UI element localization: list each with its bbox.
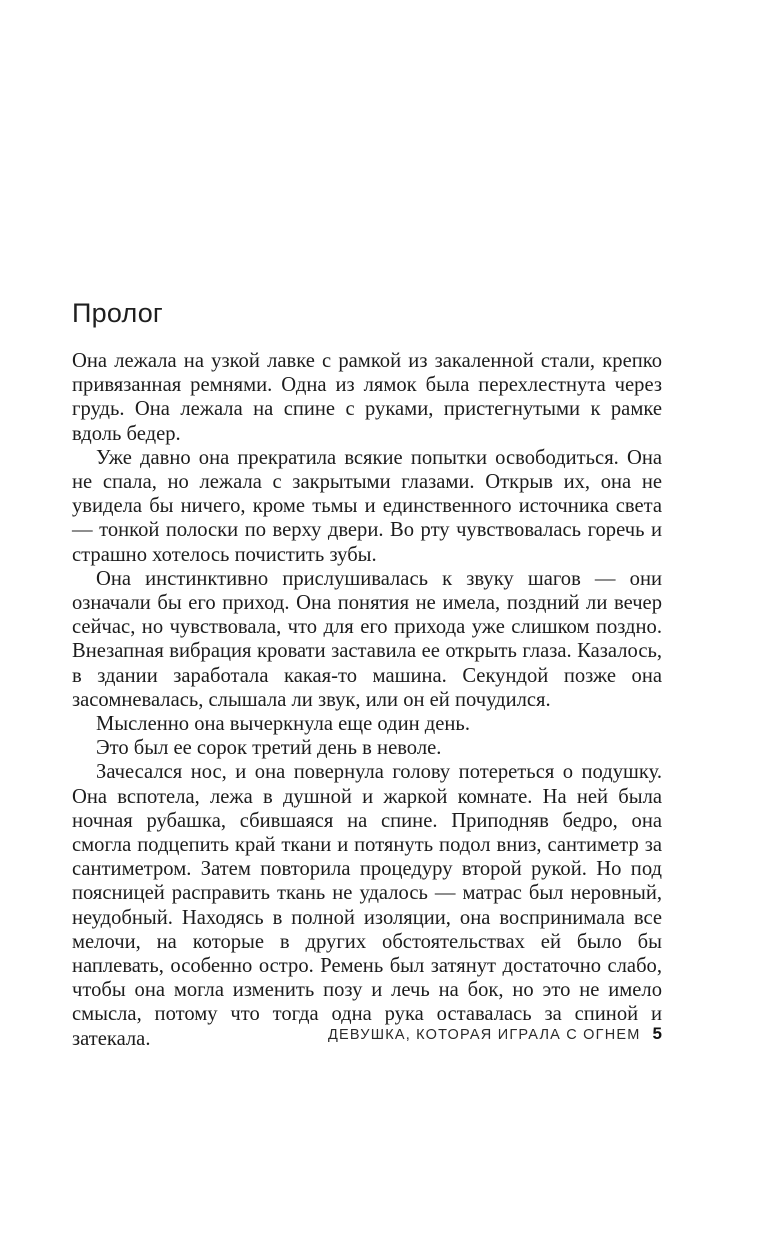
paragraph: Зачесался нос, и она повернула голову потереться о подушку. Она вспотела, лежа в душной и жаркой комнате. На ней была ночная рубашка, сбившаяся на спине. Приподняв бедро, она смогла подцепить край ткани и потянуть подол вниз, сантиметр за сантиметром. Затем повторила процедуру второй рукой. Но под поясницей расправить ткань не удалось — матрас был неровный, неудобный. Находясь в полной изоляции, она воспринимала все мелочи, на которые в других обстоятельствах ей было бы наплевать, особенно остро. Ремень был затянут достаточно слабо, чтобы она могла изменить позу и лечь на бок, но это не имело смысла, потому что тогда одна рука оставалась за спиной и затекала. bbox=[72, 761, 662, 1050]
paragraph: Уже давно она прекратила всякие попытки освободиться. Она не спала, но лежала с закрытыми глазами. Открыв их, она не увидела бы ничего, кроме тьмы и единственного источника света — тонкой полоски по верху двери. Во рту чувствовалась горечь и страшно хотелось почистить зубы. bbox=[72, 446, 662, 566]
chapter-title: Пролог bbox=[72, 298, 163, 328]
paragraph: Она инстинктивно прислушивалась к звуку шагов — они означали бы его приход. Она понятия не имела, поздний ли вечер сейчас, но чувствовала, что для его прихода уже слишком поздно. Внезапная вибрация кровати заставила ее открыть глаза. Казалось, в здании заработала какая-то машина. Секундой позже она засомневалась, слышала ли звук, или он ей почудился. bbox=[72, 567, 662, 711]
chapter-body bbox=[72, 349, 662, 1051]
paragraph: Это был ее сорок третий день в неволе. bbox=[96, 737, 442, 760]
paragraph: Мысленно она вычеркнула еще один день. bbox=[96, 713, 470, 736]
paragraph: Она лежала на узкой лавке с рамкой из закаленной стали, крепко привязанная ремнями. Одна из лямок была перехлестнута через грудь. Она лежала на спине с руками, пристегнутыми к рамке вдоль бедер. bbox=[72, 350, 662, 445]
page-footer bbox=[328, 1024, 662, 1044]
running-title: ДЕВУШКА, КОТОРАЯ ИГРАЛА С ОГНЕМ bbox=[328, 1027, 641, 1043]
page-number: 5 bbox=[652, 1024, 662, 1043]
book-page bbox=[72, 0, 662, 1241]
